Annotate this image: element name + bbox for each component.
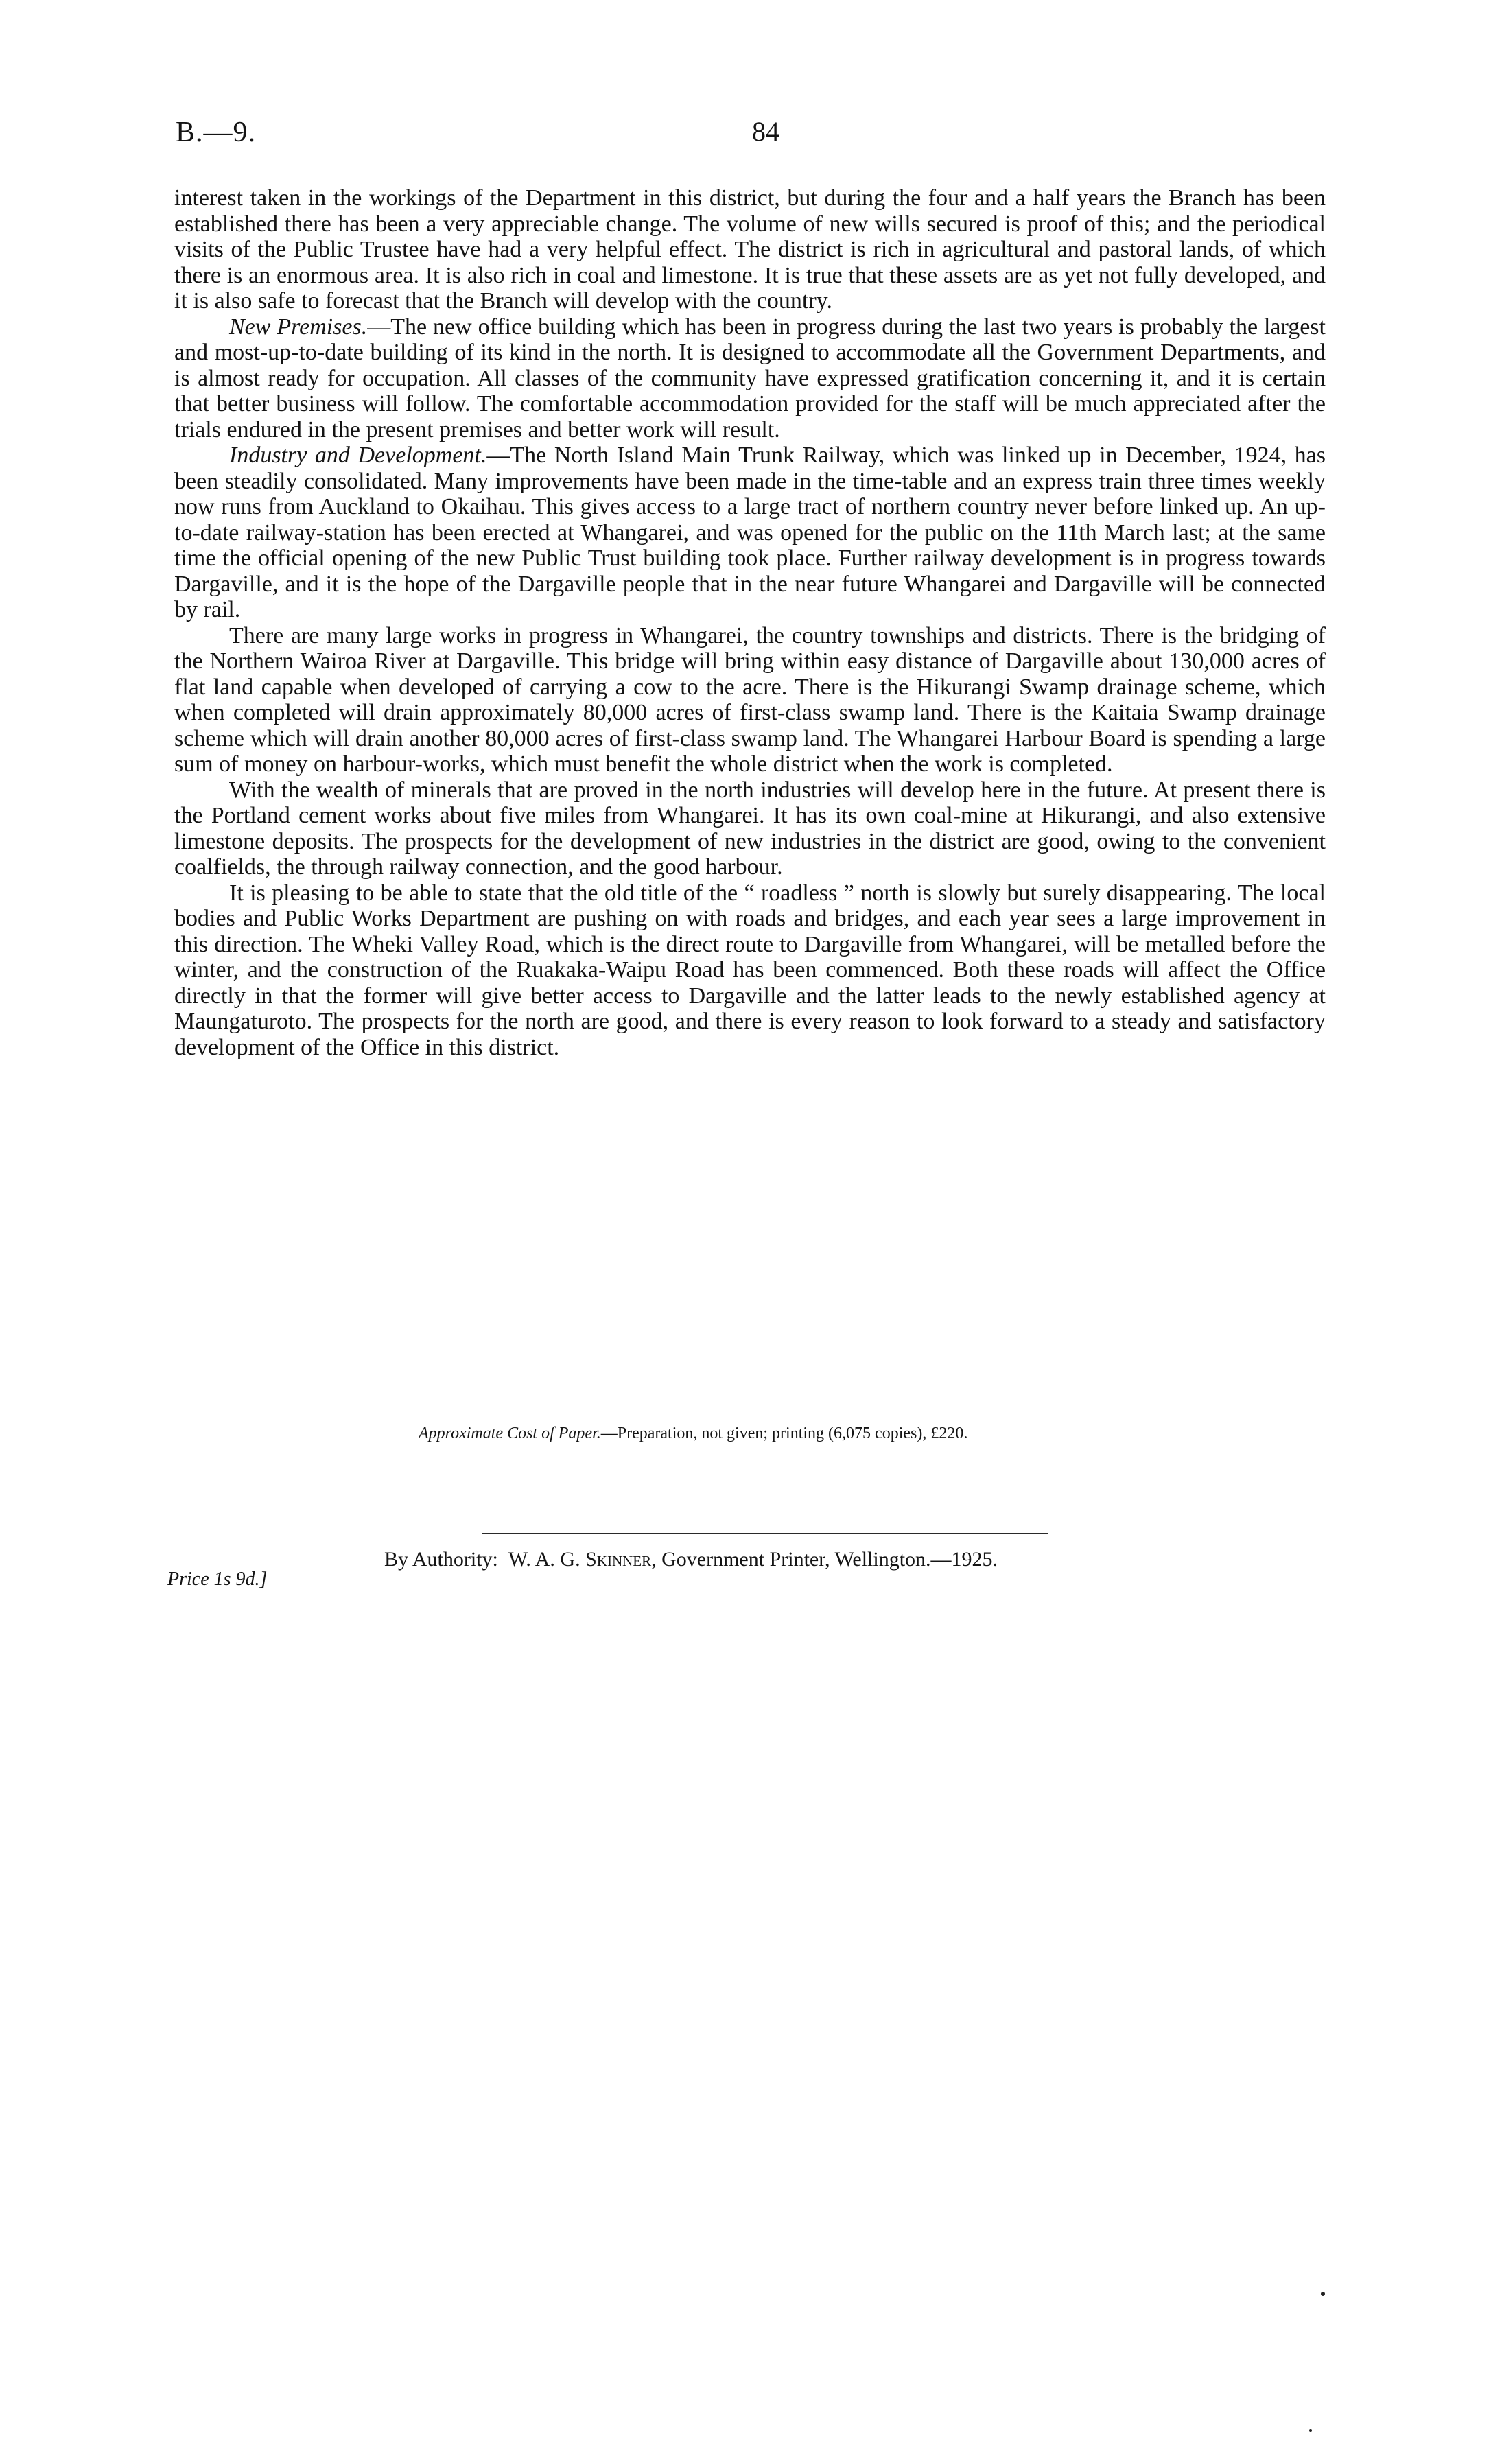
page-number: 84 <box>752 116 779 147</box>
document-reference: B.—9. <box>176 117 257 148</box>
cost-of-paper-note <box>419 1424 1242 1444</box>
paragraph-industry-development <box>174 443 1326 623</box>
price-text: Price 1s 9d.] <box>167 1569 268 1590</box>
cost-label: Approximate Cost of Paper. <box>419 1424 601 1442</box>
scan-speck <box>1321 2292 1325 2296</box>
paragraph-text: It is pleasing to be able to state that the old title of the “ roadless ” north is slowly but surely disappearing. The local bodies and Public Works Department are pushing on with roads and bridges, and each year sees a large improvement in this direction. The Wheki Valley Road, which is the direct route to Dargaville from Whangarei, will be metalled before the winter, and the construction of the Ruakaka-Waipu Road has been commenced. Both these roads will affect the Office directly in that the former will give better access to Dargaville and the latter leads to the newly established agency at Maungaturoto. The prospects for the north are good, and there is every reason to look forward to a steady and satisfactory development of the Office in this district. <box>174 880 1326 1060</box>
authority-prefix: By Authority: <box>384 1548 498 1571</box>
printer-name: W. A. G. Skinner, <box>508 1548 657 1571</box>
paragraph-text: With the wealth of minerals that are proved in the north industries will develop here in the future. At present there is the Portland cement works about five miles from Whangarei. It has its own coal-mine at Hikurangi, and also extensive limestone deposits. The prospects for the development of new industries in the district are good, owing to the convenient coalfields, the through railway connection, and the good harbour. <box>174 777 1326 880</box>
section-heading: New Premises. <box>229 314 368 340</box>
printer-imprint <box>384 1547 998 1572</box>
paragraph-text: —The North Island Main Trunk Railway, which was linked up in December, 1924, has been steadily consolidated. Many improvements have been made in the time-table and an express train three times weekly now runs from Auckland to Okaihau. This gives access to a large tract of northern country never before linked up. An up-to-date railway-station has been erected at Whangarei, and was opened for the public on the 11th March last; at the same time the official opening of the new Public Trust building took place. Further railway development is in progress towards Dargaville, and it is the hope of the Dargaville people that in the near future Whangarei and Dargaville will be connected by rail. <box>174 443 1326 622</box>
paragraph-large-works <box>174 623 1326 777</box>
cost-text: —Preparation, not given; printing (6,075 copies), £220. <box>600 1424 968 1442</box>
price-note <box>167 1568 267 1591</box>
authority-suffix: Government Printer, Wellington.—1925. <box>661 1548 998 1571</box>
paragraph-text: —The new office building which has been in progress during the last two years is probably the largest and most-up-to-date building of its kind in the north. It is designed to accommodate all the Government Departments, and is almost ready for occupation. All classes of the community have expressed gratification concerning it, and it is certain that better business will follow. The comfortable accommodation provided for the staff will be much appreciated after the trials endured in the present premises and better work will result. <box>174 314 1326 443</box>
paragraph-1 <box>174 185 1326 314</box>
paragraph-text: There are many large works in progress in Whangarei, the country townships and districts. There is the bridging of the Northern Wairoa River at Dargaville. This bridge will bring within easy distance of Dargaville about 130,000 acres of flat land capable when developed of carrying a cow to the acre. There is the Hikurangi Swamp drainage scheme, which when completed will drain approximately 80,000 acres of first-class swamp land. There is the Kaitaia Swamp drainage scheme which will drain another 80,000 acres of first-class swamp land. The Whangarei Harbour Board is spending a large sum of money on harbour-works, which must benefit the whole district when the work is completed. <box>174 622 1326 777</box>
scan-speck <box>1309 2429 1312 2432</box>
paragraph-new-premises <box>174 314 1326 443</box>
footer-rule <box>482 1533 1048 1534</box>
body-text <box>174 185 1326 1060</box>
paragraph-text: interest taken in the workings of the Department in this district, but during the four and a half years the Branch has been established there has been a very appreciable change. The volume of new wills secured is proof of this; and the periodical visits of the Public Trustee have had a very helpful effect. The district is rich in agricultural and pastoral lands, of which there is an enormous area. It is also rich in coal and limestone. It is true that these assets are as yet not fully developed, and it is also safe to forecast that the Branch will develop with the country. <box>174 185 1326 314</box>
paragraph-roads <box>174 880 1326 1061</box>
paragraph-minerals <box>174 777 1326 880</box>
section-heading: Industry and Development. <box>229 443 487 468</box>
